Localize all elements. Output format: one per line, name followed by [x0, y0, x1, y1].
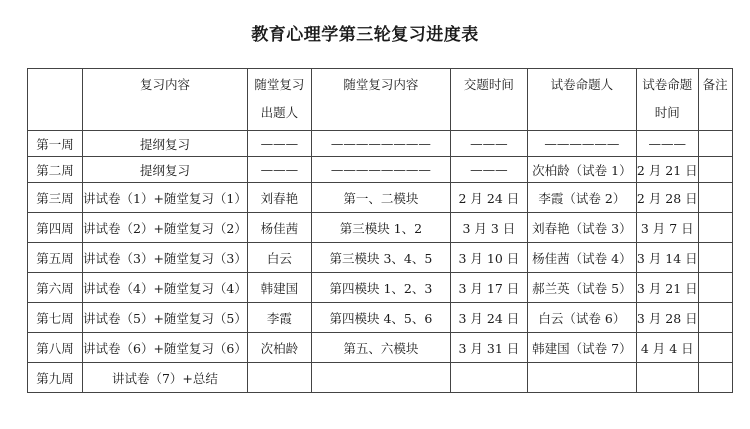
content-cell: 讲试卷（6）+随堂复习（6）	[83, 333, 248, 363]
table-row	[28, 213, 733, 243]
paper-setter-cell	[527, 363, 636, 393]
submit-time-cell: 3 月 31 日	[450, 333, 527, 363]
paper-time-cell: ———	[636, 131, 698, 157]
paper-time-cell: 3 月 28 日	[636, 303, 698, 333]
week-cell: 第四周	[28, 213, 83, 243]
paper-setter-cell: 韩建国（试卷 7）	[527, 333, 636, 363]
header-submit-time: 交题时间	[450, 69, 527, 131]
content-cell: 提纲复习	[83, 157, 248, 183]
quiz-content-cell: 第四模块 4、5、6	[311, 303, 450, 333]
remarks-cell	[698, 183, 732, 213]
quiz-setter-cell: 白云	[247, 243, 311, 273]
quiz-content-cell: 第三模块 3、4、5	[311, 243, 450, 273]
content-cell: 讲试卷（7）+总结	[83, 363, 248, 393]
paper-time-cell: 3 月 21 日	[636, 273, 698, 303]
table-row	[28, 243, 733, 273]
week-cell: 第六周	[28, 273, 83, 303]
remarks-cell	[698, 303, 732, 333]
paper-time-cell: 2 月 28 日	[636, 183, 698, 213]
remarks-cell	[698, 363, 732, 393]
submit-time-cell: 3 月 10 日	[450, 243, 527, 273]
header-content: 复习内容	[83, 69, 248, 131]
content-cell: 讲试卷（4）+随堂复习（4）	[83, 273, 248, 303]
remarks-cell	[698, 243, 732, 273]
paper-setter-cell: 李霞（试卷 2）	[527, 183, 636, 213]
quiz-setter-cell: 李霞	[247, 303, 311, 333]
submit-time-cell: 3 月 17 日	[450, 273, 527, 303]
quiz-content-cell	[311, 363, 450, 393]
paper-setter-cell: 郝兰英（试卷 5）	[527, 273, 636, 303]
content-cell: 讲试卷（3）+随堂复习（3）	[83, 243, 248, 273]
quiz-content-cell: ————————	[311, 157, 450, 183]
paper-setter-cell: ——————	[527, 131, 636, 157]
table-row	[28, 157, 733, 183]
header-quiz-content: 随堂复习内容	[311, 69, 450, 131]
header-week	[28, 69, 83, 131]
table-row	[28, 333, 733, 363]
submit-time-cell: 2 月 24 日	[450, 183, 527, 213]
table-row	[28, 363, 733, 393]
paper-setter-cell: 白云（试卷 6）	[527, 303, 636, 333]
week-cell: 第八周	[28, 333, 83, 363]
quiz-content-cell: 第五、六模块	[311, 333, 450, 363]
content-cell: 提纲复习	[83, 131, 248, 157]
schedule-table	[27, 68, 733, 393]
week-cell: 第一周	[28, 131, 83, 157]
paper-time-cell: 4 月 4 日	[636, 333, 698, 363]
submit-time-cell: 3 月 3 日	[450, 213, 527, 243]
quiz-content-cell: 第四模块 1、2、3	[311, 273, 450, 303]
submit-time-cell	[450, 363, 527, 393]
table-row	[28, 303, 733, 333]
quiz-setter-cell	[247, 363, 311, 393]
header-row	[28, 69, 733, 131]
paper-time-cell	[636, 363, 698, 393]
submit-time-cell: 3 月 24 日	[450, 303, 527, 333]
remarks-cell	[698, 131, 732, 157]
content-cell: 讲试卷（1）+随堂复习（1）	[83, 183, 248, 213]
paper-setter-cell: 杨佳茜（试卷 4）	[527, 243, 636, 273]
paper-time-cell: 2 月 21 日	[636, 157, 698, 183]
paper-time-cell: 3 月 14 日	[636, 243, 698, 273]
quiz-content-cell: 第一、二模块	[311, 183, 450, 213]
quiz-setter-cell: 杨佳茜	[247, 213, 311, 243]
paper-setter-cell: 刘春艳（试卷 3）	[527, 213, 636, 243]
quiz-setter-cell: ———	[247, 157, 311, 183]
quiz-setter-cell: 次柏龄	[247, 333, 311, 363]
remarks-cell	[698, 157, 732, 183]
submit-time-cell: ———	[450, 157, 527, 183]
table-row	[28, 131, 733, 157]
table-row	[28, 183, 733, 213]
submit-time-cell: ———	[450, 131, 527, 157]
content-cell: 讲试卷（2）+随堂复习（2）	[83, 213, 248, 243]
paper-time-cell: 3 月 7 日	[636, 213, 698, 243]
week-cell: 第三周	[28, 183, 83, 213]
week-cell: 第五周	[28, 243, 83, 273]
header-remarks: 备注	[698, 69, 732, 131]
header-quiz-setter: 随堂复习出题人	[247, 69, 311, 131]
quiz-content-cell: ————————	[311, 131, 450, 157]
remarks-cell	[698, 213, 732, 243]
week-cell: 第二周	[28, 157, 83, 183]
quiz-setter-cell: ———	[247, 131, 311, 157]
week-cell: 第七周	[28, 303, 83, 333]
table-row	[28, 273, 733, 303]
quiz-setter-cell: 刘春艳	[247, 183, 311, 213]
quiz-content-cell: 第三模块 1、2	[311, 213, 450, 243]
quiz-setter-cell: 韩建国	[247, 273, 311, 303]
header-paper-setter: 试卷命题人	[527, 69, 636, 131]
header-paper-time: 试卷命题时间	[636, 69, 698, 131]
remarks-cell	[698, 273, 732, 303]
remarks-cell	[698, 333, 732, 363]
page-title: 教育心理学第三轮复习进度表	[251, 25, 479, 45]
paper-setter-cell: 次柏龄（试卷 1）	[527, 157, 636, 183]
content-cell: 讲试卷（5）+随堂复习（5）	[83, 303, 248, 333]
week-cell: 第九周	[28, 363, 83, 393]
